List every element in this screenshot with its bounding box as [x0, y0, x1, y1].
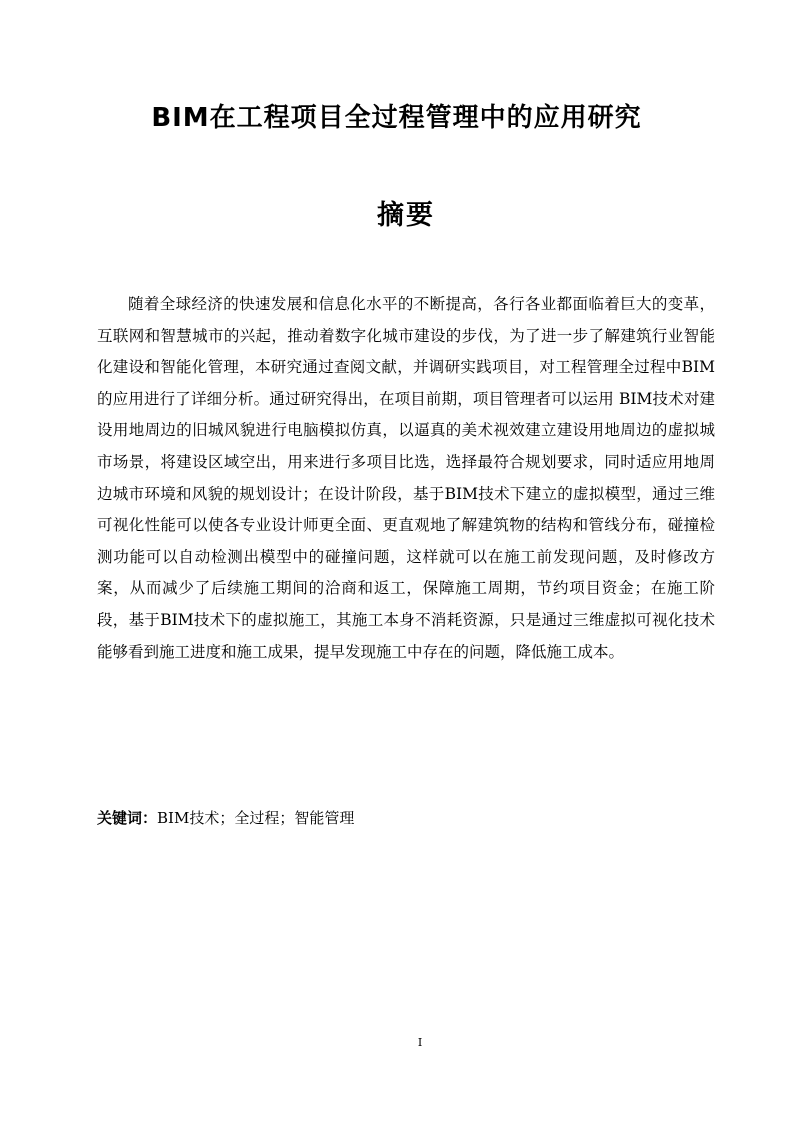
- abstract-heading: 摘要: [377, 200, 435, 231]
- abstract-body: 随着全球经济的快速发展和信息化水平的不断提高，各行各业都面临着巨大的变革，互联网和智慧城市的兴起，推动着数字化城市建设的步伐，为了进一步了解建筑行业智能化建设和智能化管理，本研究通过查阅文献，并调研实践项目，对工程管理全过程中BIM的应用进行了详细分析。通过研究得出，在项目前期，项目管理者可以运用 BIM技术对建设用地周边的旧城风貌进行电脑模拟仿真，以逼真的美术视效建立建设用地周边的虚拟城市场景，将建设区域空出，用来进行多项目比选，选择最符合规划要求，同时适应用地周边城市环境和风貌的规划设计；在设计阶段，基于BIM技术下建立的虚拟模型，通过三维可视化性能可以使各专业设计师更全面、更直观地了解建筑物的结构和管线分布，碰撞检测功能可以自动检测出模型中的碰撞问题，这样就可以在施工前发现问题，及时修改方案，从而减少了后续施工期间的洽商和返工，保障施工周期，节约项目资金；在施工阶段，基于BIM技术下的虚拟施工，其施工本身不消耗资源，只是通过三维虚拟可视化技术能够看到施工进度和施工成果，提早发现施工中存在的问题，降低施工成本。: [97, 295, 715, 661]
- keywords-value: BIM技术；全过程；智能管理: [157, 809, 355, 827]
- page-number: I: [417, 1036, 423, 1049]
- document-title: BIM在工程项目全过程管理中的应用研究: [151, 103, 642, 133]
- keywords-line: [97, 806, 717, 830]
- keywords-label: 关键词：: [97, 809, 158, 827]
